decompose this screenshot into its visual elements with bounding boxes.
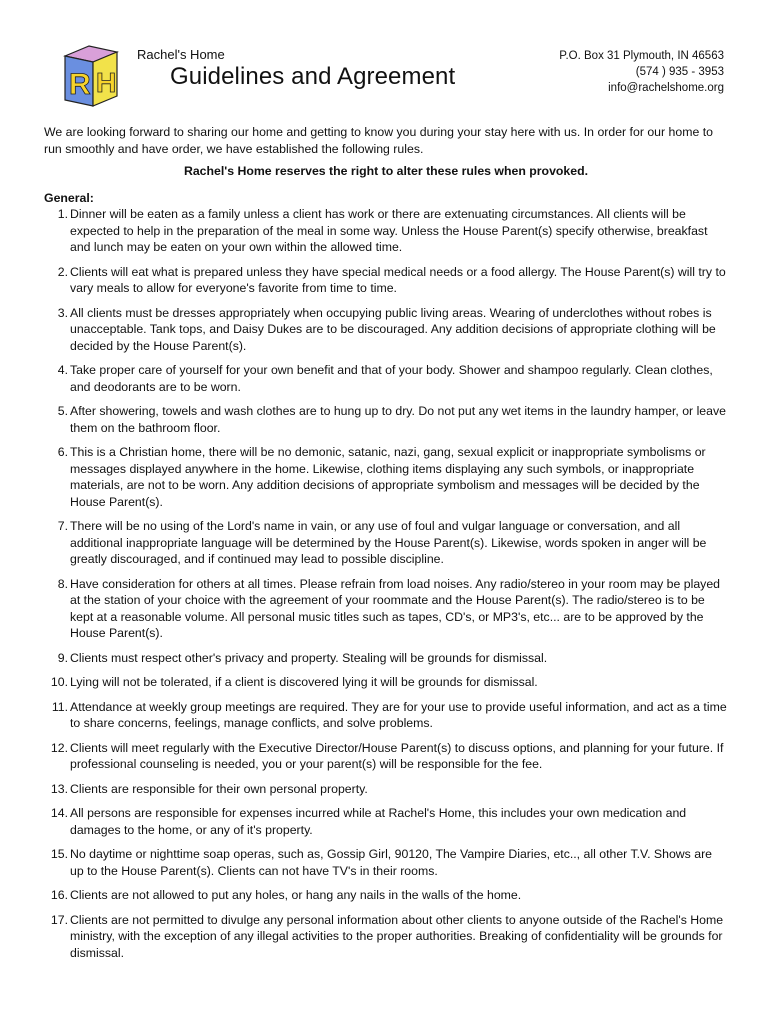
rule-number: 4. (57, 363, 68, 377)
rule-text: All persons are responsible for expenses incurred while at Rachel's Home, this includes your own medication and damages to the home, or any of it's property. (70, 806, 687, 837)
rule-number: 10. (50, 675, 68, 689)
rule-item (44, 518, 728, 568)
rule-number: 5. (57, 404, 68, 418)
rule-text: There will be no using of the Lord's name in vain, or any use of foul and vulgar language or conversation, and all additional inappropriate language will be determined by the House Parent(s). Likewise, words spoken in anger will be greatly discouraged, and if continued may lead to possible discipline. (70, 519, 707, 566)
rule-number: 6. (57, 445, 68, 459)
rule-item (44, 576, 728, 642)
rule-item (44, 362, 728, 395)
logo-letter-h: H (96, 67, 117, 98)
rule-item (44, 264, 728, 297)
rule-number: 12. (50, 740, 68, 755)
intro-paragraph: We are looking forward to sharing our home and getting to know you during your stay here with us. In order for our home to run smoothly and have order, we have established the following rules. (44, 125, 713, 156)
rule-item (44, 846, 728, 879)
email: info@rachelshome.org (608, 82, 724, 94)
rule-number: 7. (57, 519, 68, 533)
rule-item (44, 403, 728, 436)
rule-text: Clients are not allowed to put any holes, or hang any nails in the walls of the home. (70, 888, 522, 902)
rules-list (44, 206, 728, 961)
rule-number: 3. (57, 305, 68, 320)
contact-block (559, 48, 724, 96)
rule-number: 15. (50, 847, 68, 861)
rule-item (44, 699, 728, 732)
rule-text: Have consideration for others at all times. Please refrain from load noises. Any radio/stereo in your room may be played at the station of your choice with the agreement of your roommate and the House Parent(s). The radio/stereo is to be kept at a reasonable volume. All personal music titles such as tapes, CD's, or MP3's, etc... are to be approved by the House Parent(s). (70, 576, 721, 640)
rule-text: Attendance at weekly group meetings are required. They are for your use to provide useful information, and act as a time to share concerns, feelings, manage conflicts, and solve problems. (70, 699, 727, 730)
document-title: Guidelines and Agreement (170, 63, 456, 90)
organization-name: Rachel's Home (137, 47, 225, 62)
rule-text: Clients are not permitted to divulge any personal information about other clients to anyone outside of the Rachel's Home ministry, with the exception of any illegal activities to the proper authorities. Breaking of confidentiality will be grounds for dismissal. (70, 912, 724, 960)
rule-item (44, 740, 728, 773)
rule-text: Dinner will be eaten as a family unless a client has work or there are extenuating circumstances. All clients will be expected to help in the preparation of the meal in some way. Unless the House Parent(s) specify otherwise, breakfast and lunch may be eaten on your own within the allowed time. (70, 207, 708, 254)
rule-text: Clients will eat what is prepared unless they have special medical needs or a food allergy. The House Parent(s) will try to vary meals to allow for everyone's favorite from time to time. (70, 264, 726, 295)
rule-item (44, 305, 728, 355)
rule-text: This is a Christian home, there will be no demonic, satanic, nazi, gang, sexual explicit or inappropriate symbolisms or messages displayed anywhere in the home. Likewise, clothing items displaying any such symbols, or inappropriate materials, are not to be worn. Any addition decisions of appropriate symbolism and messages will be decided by the House Parent(s). (70, 445, 706, 509)
rule-text: After showering, towels and wash clothes are to hung up to dry. Do not put any wet items in the laundry hamper, or leave them on the bathroom floor. (70, 404, 726, 435)
rule-item (44, 650, 728, 667)
phone: (574 ) 935 - 3953 (635, 66, 724, 78)
rule-text: Clients must respect other's privacy and property. Stealing will be grounds for dismissal. (70, 650, 548, 665)
rule-text: Take proper care of yourself for your own benefit and that of your body. Shower and shampoo regularly. Clean clothes, and deodorants are to be worn. (70, 363, 713, 394)
rule-item (44, 912, 728, 962)
rule-number: 13. (50, 781, 68, 796)
rule-number: 14. (50, 806, 68, 820)
rule-text: Clients will meet regularly with the Executive Director/House Parent(s) to discuss options, and planning for your future. If professional counseling is needed, you or your parent(s) will be responsible for the fee. (70, 740, 724, 771)
rule-text: No daytime or nighttime soap operas, such as, Gossip Girl, 90120, The Vampire Diaries, etc.., all other T.V. Shows are up to the House Parent(s). Clients can not have TV's in their rooms. (70, 847, 713, 878)
logo-letter-r: R (69, 68, 91, 101)
rule-number: 1. (57, 207, 68, 221)
document-body (44, 124, 728, 969)
section-title-general: General: (44, 190, 94, 205)
rule-item (44, 781, 728, 798)
address: P.O. Box 31 Plymouth, IN 46563 (559, 50, 724, 62)
rule-item (44, 206, 728, 256)
rule-item (44, 805, 728, 838)
rule-number: 9. (57, 650, 68, 665)
rule-number: 17. (50, 912, 68, 927)
rule-item (44, 674, 728, 691)
rule-item (44, 444, 728, 510)
rules-notice: Rachel's Home reserves the right to alter these rules when provoked. (183, 164, 589, 178)
rule-item (44, 887, 728, 904)
rule-number: 16. (50, 888, 68, 902)
rachels-home-logo (55, 42, 127, 110)
rule-number: 11. (51, 699, 68, 714)
rule-number: 8. (57, 576, 68, 591)
rule-text: All clients must be dresses appropriately when occupying public living areas. Wearing of underclothes without robes is unacceptable. Tank tops, and Daisy Dukes are to be discouraged. Any addition decisions of appropriate clothing will be decided by the House Parent(s). (70, 305, 716, 353)
rule-text: Lying will not be tolerated, if a client is discovered lying it will be grounds for dismissal. (70, 675, 538, 689)
rule-text: Clients are responsible for their own personal property. (70, 781, 368, 796)
rule-number: 2. (57, 264, 68, 279)
